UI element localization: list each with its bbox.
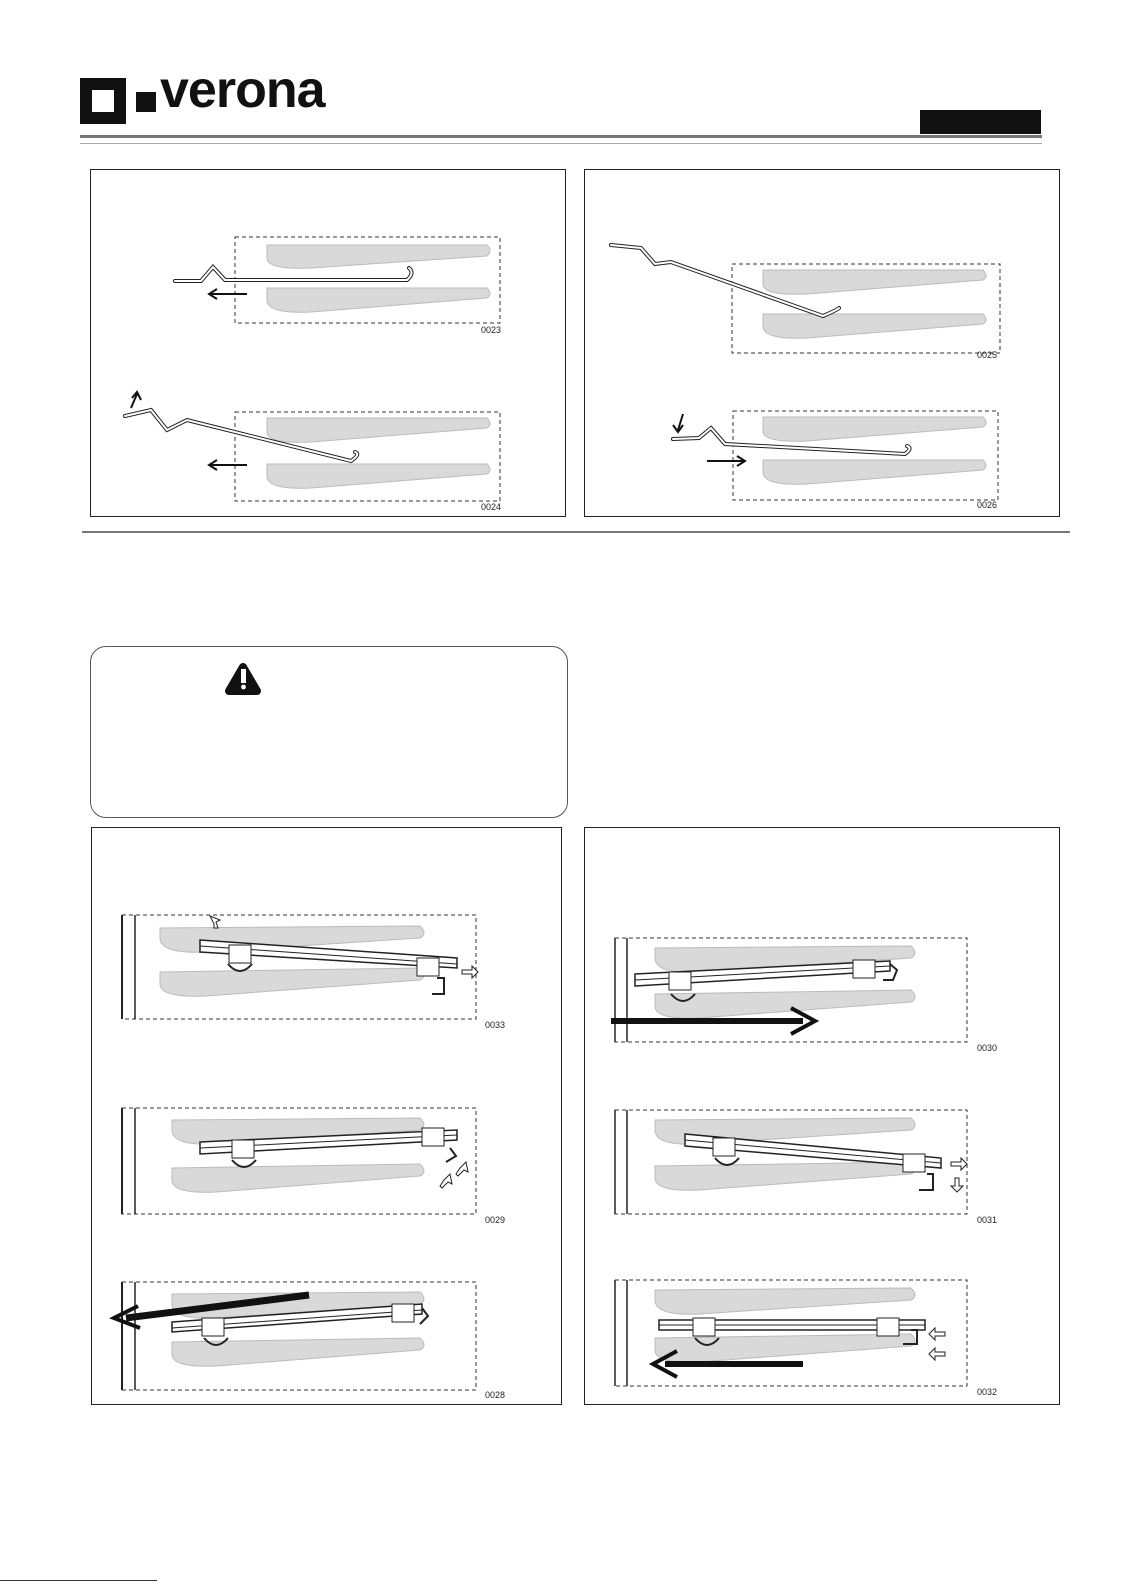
figure-panel-telescopic-guide-removal [91,827,562,1405]
figure-0029 [122,1108,476,1214]
figure-0028 [114,1282,476,1390]
figure-panel-telescopic-guide-installation [584,827,1060,1405]
section-tab [920,110,1041,134]
header-rule-thin [80,143,1042,144]
figure-number: 0030 [977,1043,998,1053]
rack-removal-diagram [91,170,565,516]
figure-number: 0032 [977,1387,998,1397]
figure-0030 [611,938,967,1042]
figure-number: 0025 [977,350,998,360]
logo-square-outline [80,78,126,124]
header-rule [80,135,1042,138]
figure-number: 0031 [977,1215,998,1225]
figure-number: 0023 [481,325,502,335]
logo-square-solid [136,92,156,112]
warning-box [90,646,568,818]
figure-0033 [122,915,478,1019]
footer-rule [0,1580,157,1581]
figure-number: 0026 [977,500,998,510]
figure-0023 [175,237,500,323]
rack-insertion-diagram [585,170,1059,516]
warning-triangle-icon [91,647,567,817]
figure-0031 [615,1110,967,1214]
section-rule [82,531,1070,533]
telescopic-guide-removal-diagram [92,828,561,1404]
figure-panel-rack-insertion [584,169,1060,517]
figure-0026 [673,411,998,500]
figure-0025 [611,245,1000,353]
figure-0024 [125,392,500,501]
figure-number: 0024 [481,502,502,512]
brand-name: verona [160,61,325,119]
telescopic-guide-installation-diagram [585,828,1059,1404]
figure-number: 0033 [485,1020,506,1030]
figure-0032 [615,1280,967,1386]
figure-number: 0028 [485,1390,506,1400]
figure-panel-rack-removal [90,169,566,517]
figure-number: 0029 [485,1215,506,1225]
